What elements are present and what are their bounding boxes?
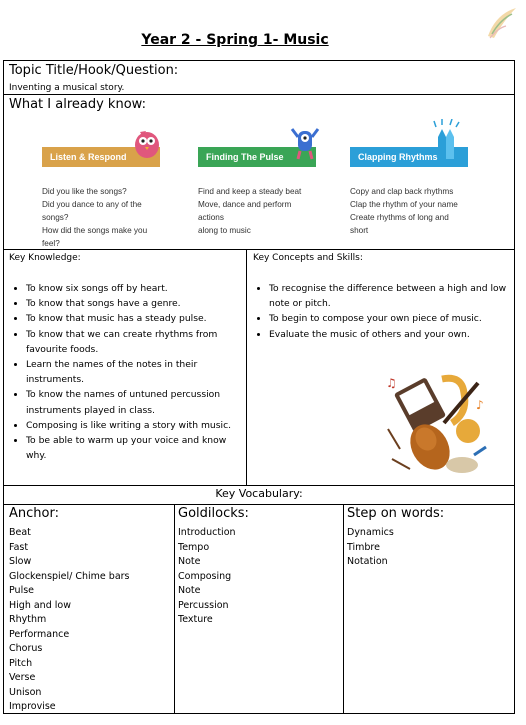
list-item: • To know six songs off by heart. — [26, 281, 246, 296]
list-item: Tempo — [178, 541, 210, 553]
list-item: Performance — [9, 628, 70, 640]
list-item: Timbre — [347, 541, 380, 553]
list-item: • Evaluate the music of others and your own. — [269, 327, 519, 342]
list-item: • To recognise the difference between a high and low note or pitch. — [269, 281, 519, 311]
list-item: • To know the names of untuned percussion instruments played in class. — [26, 387, 246, 417]
list-item: • Learn the names of the notes in their instruments. — [26, 357, 246, 387]
card-listen-respond — [42, 147, 160, 250]
already-know-heading: What I already know: — [9, 97, 146, 112]
instruments-illustration-icon — [382, 369, 492, 481]
list-item: Rhythm — [9, 614, 47, 625]
list-item: Composing — [178, 570, 232, 582]
step-on-heading: Step on words: — [347, 506, 445, 521]
bird-mascot-icon — [130, 125, 164, 161]
list-item: • To know that songs have a genre. — [26, 296, 246, 311]
goldilocks-heading: Goldilocks: — [178, 506, 249, 521]
anchor-words — [9, 526, 130, 715]
key-knowledge-heading: Key Knowledge: — [9, 253, 81, 263]
topic-heading: Topic Title/Hook/Question: — [9, 63, 179, 78]
list-item: Note — [178, 585, 201, 596]
monster-mascot-icon — [290, 121, 320, 161]
list-item: Glockenspiel/ Chime bars — [9, 570, 130, 582]
clapping-hands-icon — [432, 119, 460, 161]
key-knowledge-list — [4, 281, 246, 463]
vocab-heading: Key Vocabulary: — [215, 487, 303, 500]
page-title: Year 2 - Spring 1- Music — [141, 32, 329, 48]
step-on-words — [347, 526, 394, 570]
list-item: • Composing is like writing a story with music. — [26, 418, 246, 433]
anchor-heading: Anchor: — [9, 506, 59, 521]
list-item: Pitch — [9, 657, 33, 669]
list-item: Verse — [9, 672, 36, 683]
list-item: Introduction — [178, 527, 236, 538]
goldilocks-words — [178, 526, 236, 628]
list-item: Dynamics — [347, 527, 394, 538]
list-item: Note — [178, 556, 201, 567]
key-concepts-heading: Key Concepts and Skills: — [253, 253, 363, 263]
list-item: Pulse — [9, 585, 35, 596]
list-item: Fast — [9, 541, 29, 553]
list-item: • To know that music has a steady pulse. — [26, 311, 246, 326]
list-item: • To know that we can create rhythms from favourite foods. — [26, 327, 246, 357]
topic-text: Inventing a musical story. — [9, 83, 125, 93]
svg-text:♫: ♫ — [386, 376, 397, 390]
card-badge: Finding The Pulse — [198, 147, 316, 167]
card-text: Did you like the songs? Did you dance to any of the songs? How did the songs make you feel? — [42, 187, 148, 248]
list-item: Chorus — [9, 643, 43, 654]
list-item: Unison — [9, 686, 42, 698]
list-item: Percussion — [178, 599, 229, 611]
list-item: • To be able to warm up your voice and know why. — [26, 433, 246, 463]
card-badge: Clapping Rhythms — [350, 147, 468, 167]
list-item: • To begin to compose your own piece of music. — [269, 311, 519, 326]
knowledge-organiser — [3, 60, 515, 714]
card-text: Copy and clap back rhythms Clap the rhythm of your name Create rhythms of long and short — [350, 187, 458, 235]
list-item: Notation — [347, 556, 388, 567]
card-text: Find and keep a steady beat Move, dance and perform actions along to music — [198, 187, 302, 235]
key-concepts-list — [247, 281, 519, 342]
svg-text:♪: ♪ — [476, 398, 484, 412]
list-item: Beat — [9, 527, 31, 538]
list-item: Improvise — [9, 701, 56, 712]
list-item: Texture — [178, 614, 213, 625]
school-logo — [482, 2, 522, 46]
card-badge: Listen & Respond — [42, 147, 160, 167]
list-item: Slow — [9, 556, 32, 567]
list-item: High and low — [9, 599, 71, 611]
